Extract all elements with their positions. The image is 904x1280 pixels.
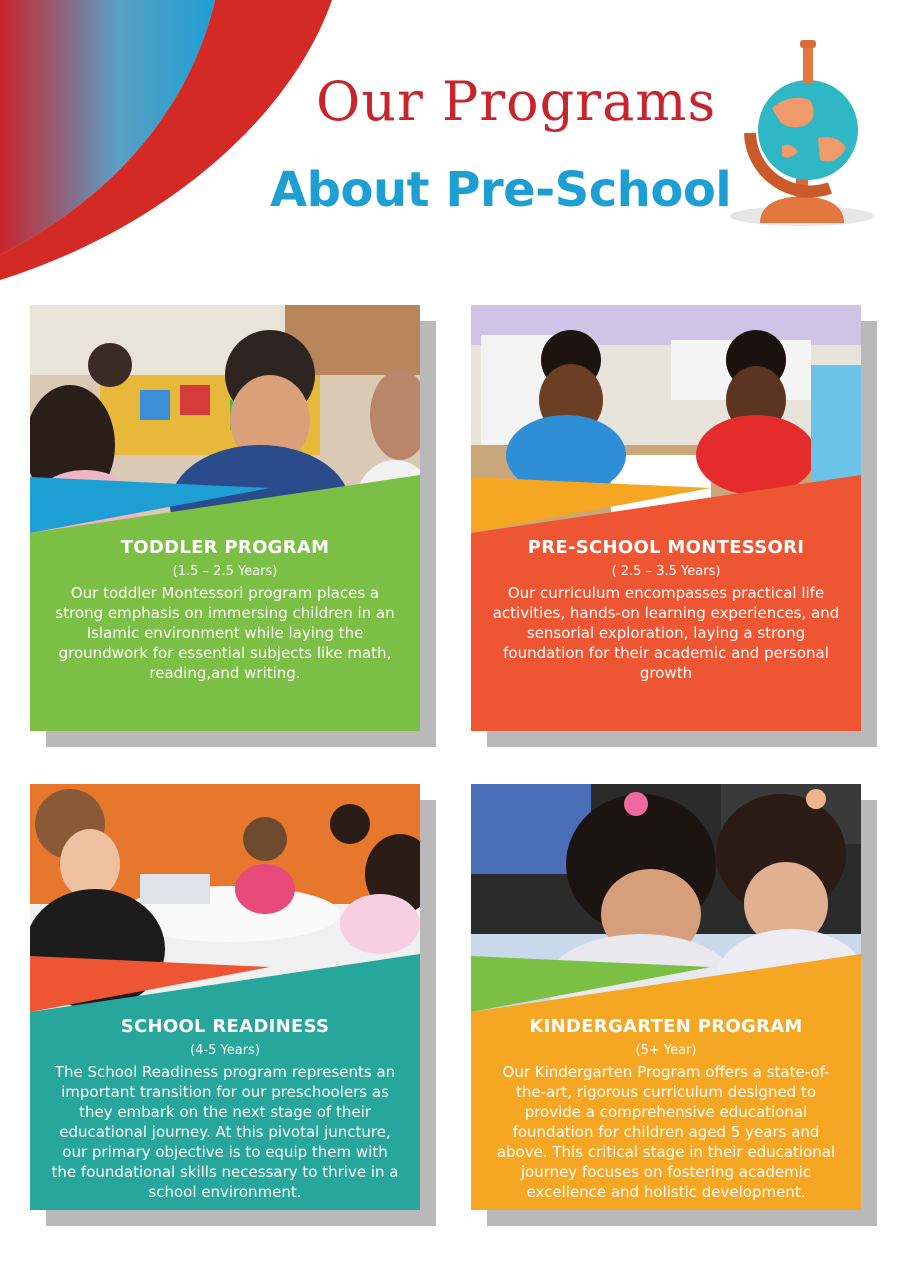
page-subtitle: About Pre-School [270,162,732,218]
card-panel [30,784,420,1210]
card-body [30,537,420,683]
color-band [30,305,420,545]
program-card-kindergarten [471,784,861,1210]
program-title: TODDLER PROGRAM [120,537,330,558]
program-age: (5+ Year) [635,1043,697,1058]
color-band [471,784,861,1024]
card-body [30,1016,420,1202]
program-title: SCHOOL READINESS [120,1016,330,1037]
program-card-toddler [30,305,420,731]
card-panel [471,305,861,731]
program-age: (1.5 – 2.5 Years) [172,564,278,579]
program-card-school-readiness [30,784,420,1210]
card-body [471,1016,861,1202]
globe-icon [720,38,880,233]
program-description: The School Readiness program represents an important transition for our preschoolers as they embark on the next stage of their educational journey. At this pivotal juncture, our primary objective is to equip them with the foundational skills necessary to thrive in a school environment. [51,1063,399,1201]
page-title: Our Programs [316,70,717,133]
program-title: KINDERGARTEN PROGRAM [529,1016,803,1037]
color-band [30,784,420,1024]
card-body [471,537,861,683]
program-description: Our toddler Montessori program places a strong emphasis on immersing children in an Islamic environment while laying the groundwork for essential subjects like math, reading,and writing. [55,584,395,682]
program-card-preschool-montessori [471,305,861,731]
color-band [471,305,861,545]
card-panel [30,305,420,731]
card-panel [471,784,861,1210]
corner-swoosh-decoration [0,0,340,290]
program-description: Our curriculum encompasses practical life activities, hands-on learning experiences, and sensorial exploration, laying a strong foundation for their academic and personal growth [492,584,840,682]
program-title: PRE-SCHOOL MONTESSORI [527,537,805,558]
program-description: Our Kindergarten Program offers a state-of-the-art, rigorous curriculum designed to provide a comprehensive educational foundation for children aged 5 years and above. This critical stage in their educational journey focuses on fostering academic excellence and holistic development. [496,1063,836,1201]
program-age: ( 2.5 – 3.5 Years) [611,564,721,579]
program-age: (4-5 Years) [190,1043,260,1058]
